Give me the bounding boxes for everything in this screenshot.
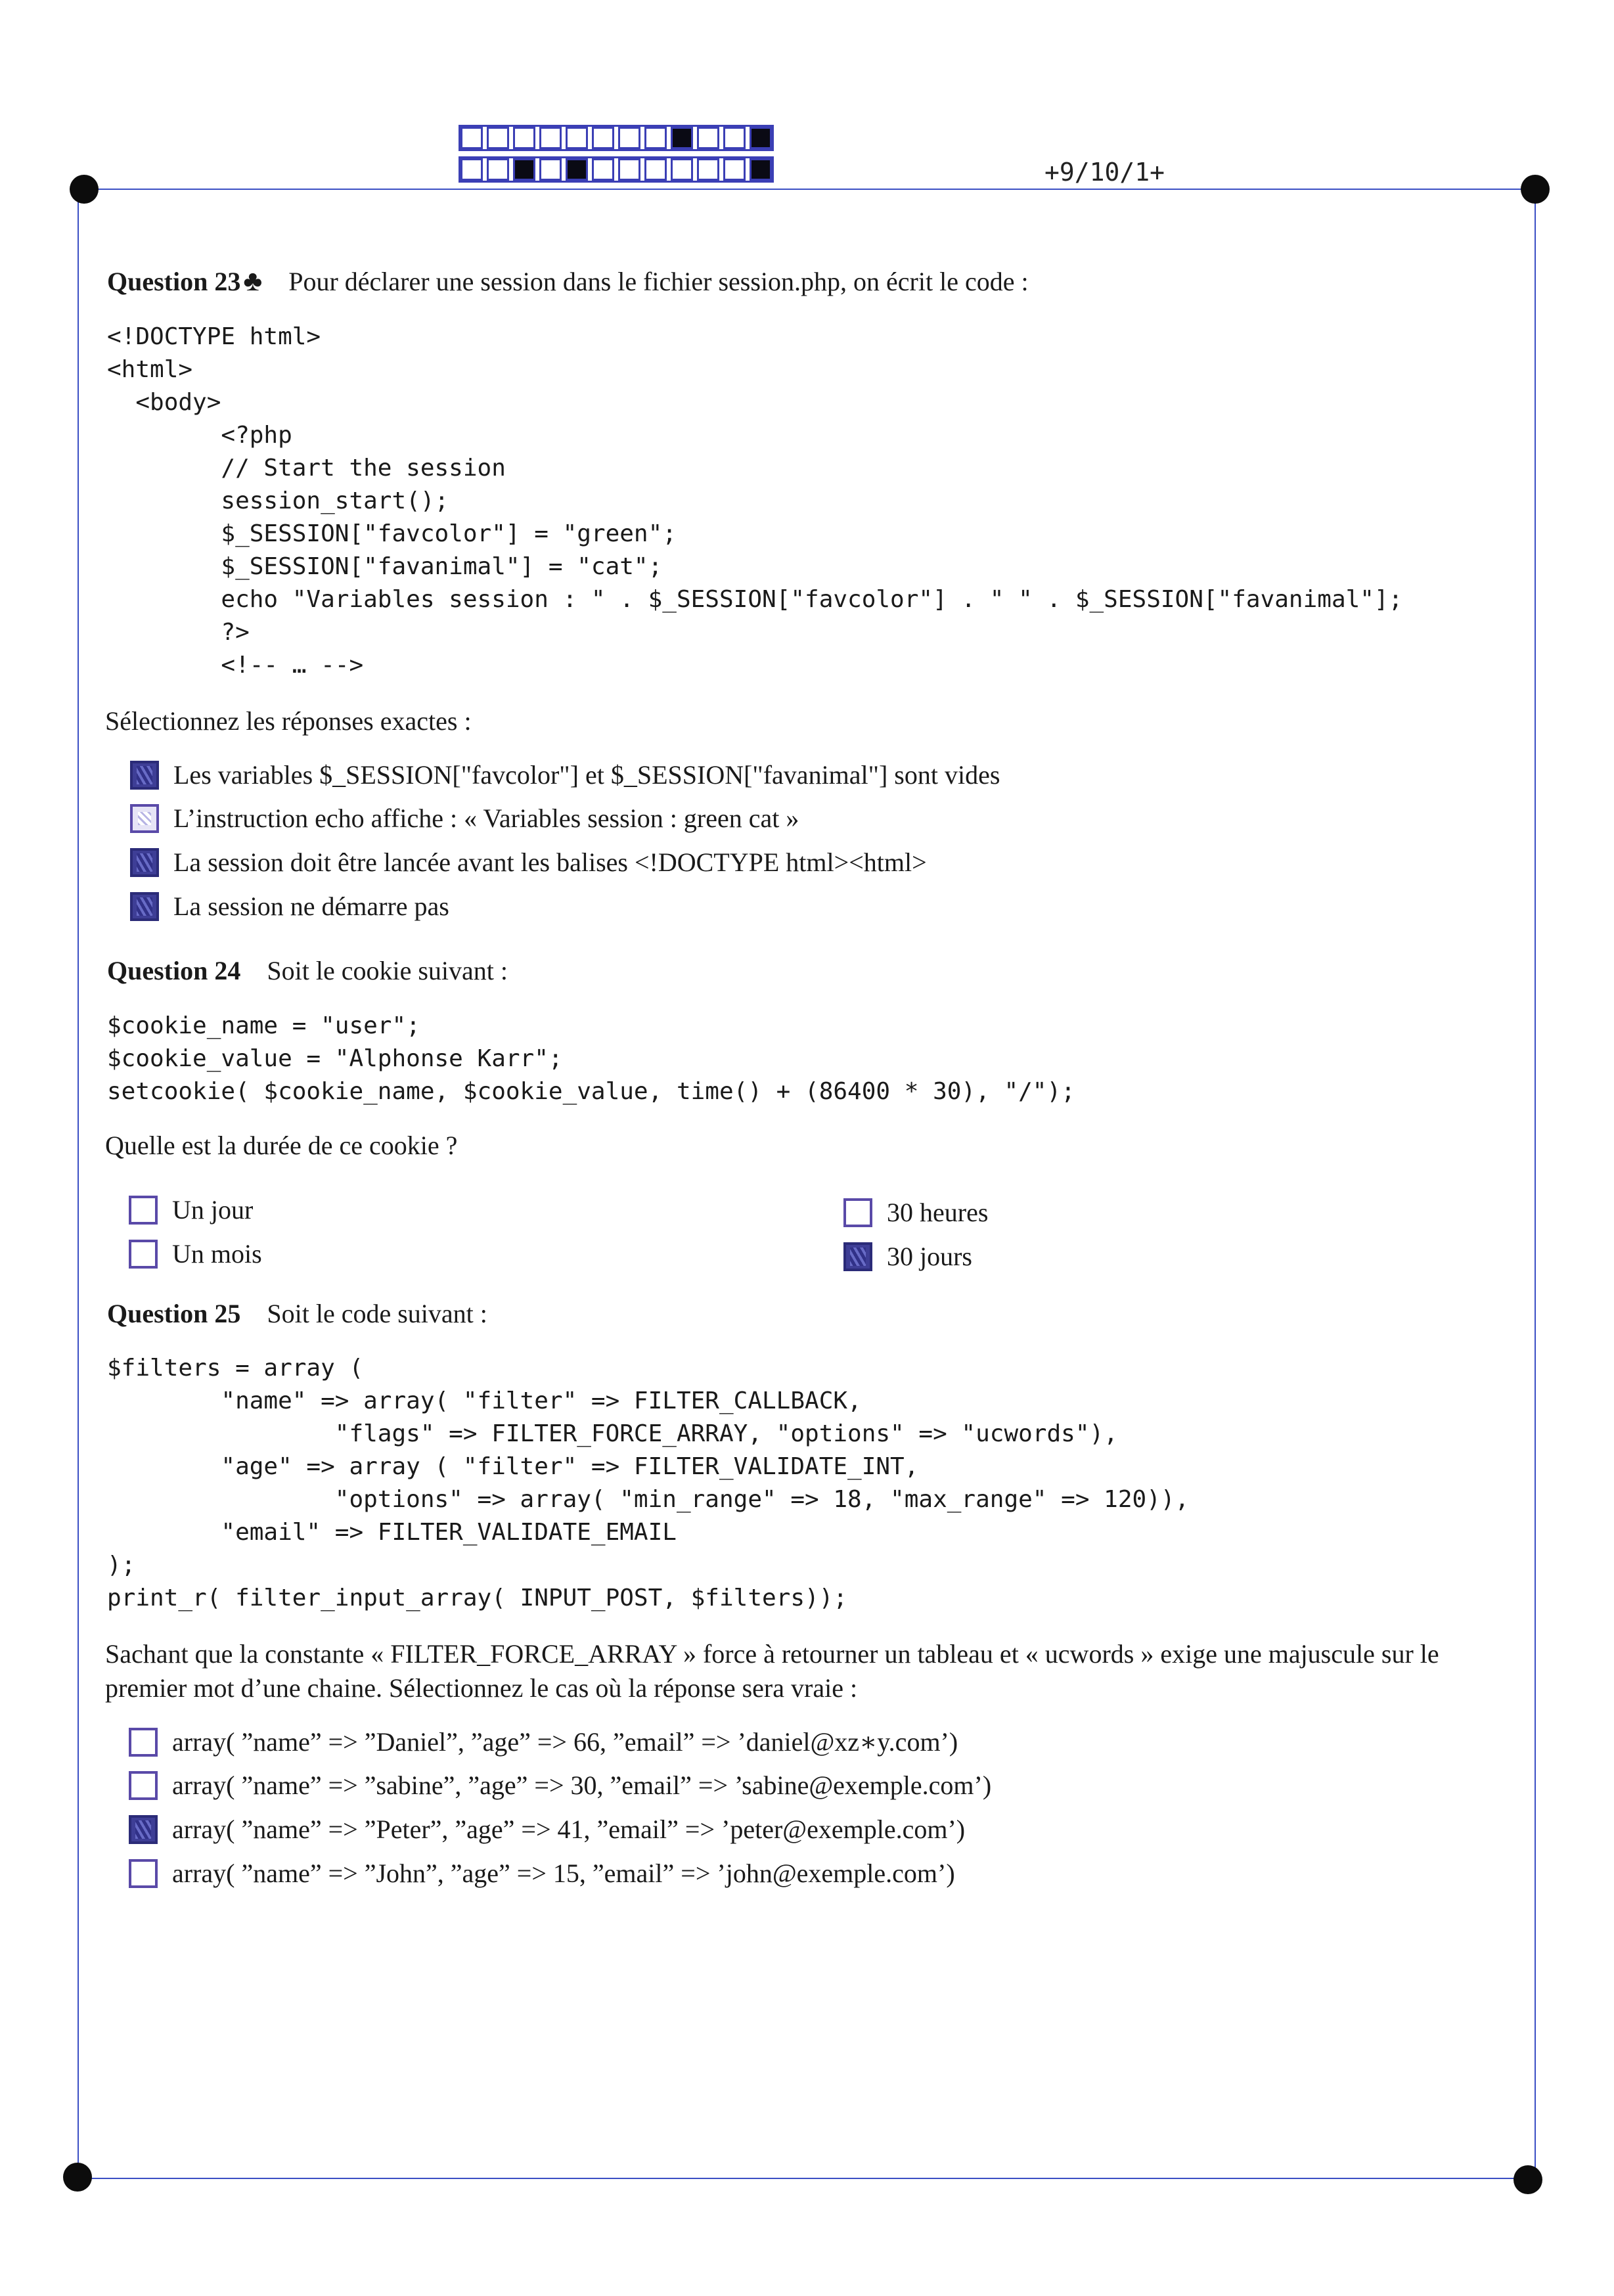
q25-option-4-label: array( ”name” => ”John”, ”age” => 15, ”email” => ’john@exemple.com’) — [172, 1858, 955, 1888]
q24-option-4-label: 30 jours — [887, 1242, 972, 1271]
q24-option-4[interactable] — [843, 1241, 972, 1272]
code-cell — [539, 158, 562, 181]
question-23-prompt: Sélectionnez les réponses exactes : — [105, 706, 472, 736]
code-cell — [618, 127, 640, 149]
code-cell — [566, 158, 588, 181]
q24-option-2[interactable] — [843, 1197, 988, 1228]
q24-option-3-checkbox[interactable] — [129, 1240, 158, 1269]
code-cell — [513, 158, 535, 181]
page-id: +9/10/1+ — [1044, 158, 1165, 187]
q24-option-1-checkbox[interactable] — [129, 1196, 158, 1225]
q23-option-3[interactable] — [130, 847, 927, 878]
code-cell — [487, 127, 509, 149]
question-text: Pour déclarer une session dans le fichier session.php, on écrit le code : — [288, 267, 1029, 296]
q25-option-1-checkbox[interactable] — [129, 1728, 158, 1757]
q23-option-1[interactable] — [130, 759, 1000, 790]
question-label: Question 23 — [107, 267, 241, 296]
question-label: Question 25 — [107, 1299, 241, 1328]
code-cell — [592, 127, 614, 149]
q25-option-2-checkbox[interactable] — [129, 1771, 158, 1800]
q24-option-1[interactable] — [129, 1194, 253, 1225]
question-23-code: <!DOCTYPE html> <html> <body> <?php // Start the session session_start(); $_SESSION["favcolor"] = "green"; $_SESSION["favanimal"] = "cat"; echo "Variables session : " . $_SESSION["favcolor"] . " " . $_SESSION["favanimal"]; ?> <!-- … --> — [107, 323, 1403, 679]
q24-option-2-label: 30 heures — [887, 1198, 989, 1227]
code-cell — [566, 127, 588, 149]
q25-option-2-label: array( ”name” => ”sabine”, ”age” => 30, ”email” => ’sabine@exemple.com’) — [172, 1770, 992, 1800]
q23-option-1-checkbox[interactable] — [130, 761, 159, 790]
frame-left-line — [78, 189, 79, 2179]
code-cell — [671, 158, 693, 181]
q23-option-2[interactable] — [130, 803, 799, 834]
q23-option-4-label: La session ne démarre pas — [173, 891, 449, 921]
frame-top-line — [84, 189, 1536, 190]
q23-option-2-label: L’instruction echo affiche : « Variables session : green cat » — [173, 803, 799, 833]
q25-option-1-label: array( ”name” => ”Daniel”, ”age” => 66, ”email” => ’daniel@xz∗y.com’) — [172, 1727, 958, 1757]
question-25-prompt: Sachant que la constante « FILTER_FORCE_ARRAY » force à retourner un tableau et « ucwords » exige une majuscule sur le premier mot d’une chaine. Sélectionnez le cas où la réponse sera vraie : — [105, 1639, 1439, 1703]
code-cell — [750, 127, 772, 149]
code-cell — [644, 127, 667, 149]
question-23-heading — [107, 264, 1029, 298]
q24-option-1-label: Un jour — [172, 1195, 254, 1225]
q25-option-4-checkbox[interactable] — [129, 1859, 158, 1888]
question-text: Soit le cookie suivant : — [267, 956, 508, 985]
code-cell — [644, 158, 667, 181]
club-icon: ♣ — [243, 265, 263, 297]
question-24-code: $cookie_name = "user"; $cookie_value = "Alphonse Karr"; setcookie( $cookie_name, $cookie_value, time() + (86400 * 30), "/"); — [107, 1012, 1075, 1105]
code-cell — [513, 127, 535, 149]
q24-option-2-checkbox[interactable] — [843, 1198, 872, 1227]
frame-bottom-line — [78, 2178, 1529, 2179]
q25-option-3[interactable] — [129, 1814, 965, 1845]
code-cell — [750, 158, 772, 181]
code-cell — [487, 158, 509, 181]
code-cell — [460, 127, 483, 149]
q24-option-4-checkbox[interactable] — [843, 1242, 872, 1271]
registration-mark-top-left — [70, 175, 99, 204]
q23-option-1-label: Les variables $_SESSION["favcolor"] et $_SESSION["favanimal"] sont vides — [173, 760, 1000, 790]
question-25-code: $filters = array ( "name" => array( "filter" => FILTER_CALLBACK, "flags" => FILTER_FORCE_ARRAY, "options" => "ucwords"), "age" => array ( "filter" => FILTER_VALIDATE_INT, "options" => array( "min_range" => 18, "max_range" => 120)), "email" => FILTER_VALIDATE_EMAIL ); print_r( filter_input_array( INPUT_POST, $filters)); — [107, 1355, 1190, 1611]
q23-option-3-label: La session doit être lancée avant les balises <!DOCTYPE html><html> — [173, 847, 927, 877]
q25-option-1[interactable] — [129, 1726, 958, 1757]
code-cell — [723, 127, 746, 149]
code-cell — [697, 127, 719, 149]
q23-option-4[interactable] — [130, 891, 449, 922]
frame-right-line — [1535, 189, 1536, 2179]
code-cell — [671, 127, 693, 149]
code-cell — [460, 158, 483, 181]
code-cell — [723, 158, 746, 181]
code-cell — [539, 127, 562, 149]
code-cell — [618, 158, 640, 181]
code-cell — [592, 158, 614, 181]
q24-option-3-label: Un mois — [172, 1239, 262, 1269]
q25-option-4[interactable] — [129, 1858, 955, 1889]
q24-option-3[interactable] — [129, 1238, 262, 1269]
q23-option-2-checkbox[interactable] — [130, 804, 159, 833]
registration-mark-bottom-right — [1513, 2165, 1542, 2194]
q23-option-4-checkbox[interactable] — [130, 892, 159, 921]
code-cell — [697, 158, 719, 181]
q25-option-3-checkbox[interactable] — [129, 1815, 158, 1844]
question-24-prompt: Quelle est la durée de ce cookie ? — [105, 1131, 458, 1160]
question-label: Question 24 — [107, 956, 241, 985]
q23-option-3-checkbox[interactable] — [130, 848, 159, 877]
page-code-row-2 — [459, 156, 774, 183]
question-24-heading — [107, 955, 508, 986]
question-25-heading — [107, 1298, 487, 1329]
page-code-row-1 — [459, 125, 774, 151]
q25-option-2[interactable] — [129, 1770, 991, 1801]
registration-mark-bottom-left — [63, 2163, 92, 2192]
question-text: Soit le code suivant : — [267, 1299, 487, 1328]
registration-mark-top-right — [1521, 175, 1550, 204]
q25-option-3-label: array( ”name” => ”Peter”, ”age” => 41, ”email” => ’peter@exemple.com’) — [172, 1814, 966, 1844]
